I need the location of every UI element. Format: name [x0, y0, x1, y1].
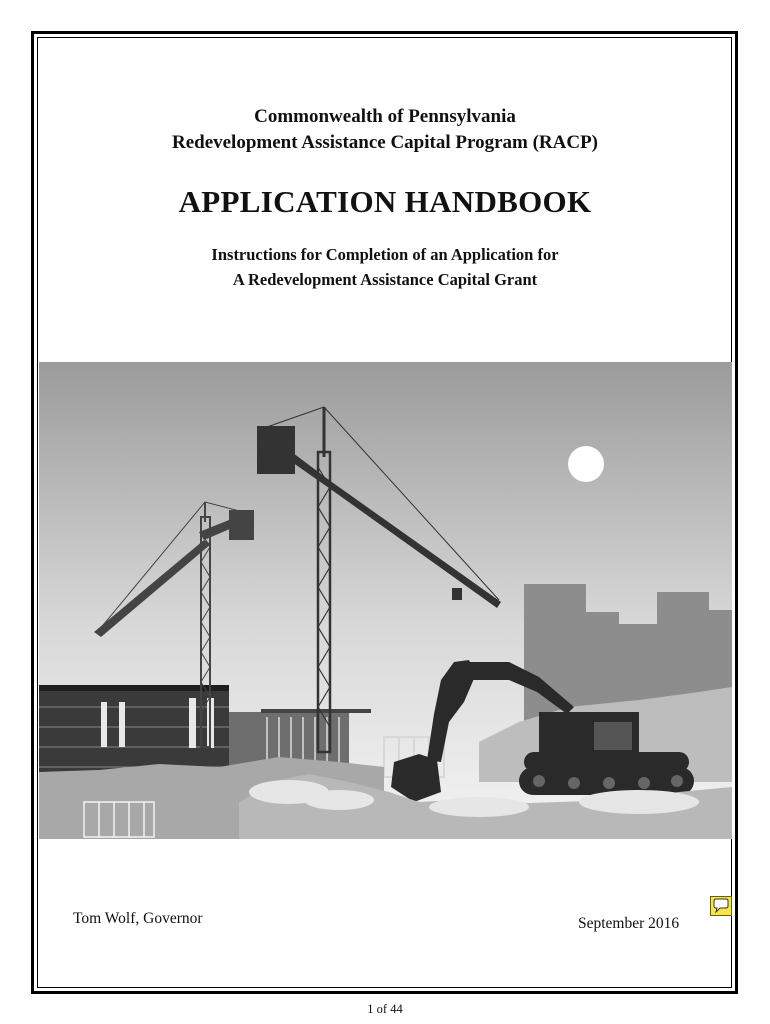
comment-note-icon[interactable]	[710, 896, 732, 916]
sun-shape	[568, 446, 604, 482]
publication-date: September 2016	[578, 915, 680, 932]
subtitle-line-2: A Redevelopment Assistance Capital Grant	[232, 270, 538, 289]
document-title: APPLICATION HANDBOOK	[178, 184, 592, 219]
program-name: Redevelopment Assistance Capital Program (RACP)	[171, 132, 599, 153]
page-number: 1 of 44	[367, 1002, 403, 1016]
organization-name: Commonwealth of Pennsylvania	[254, 106, 516, 127]
cover-illustration	[39, 362, 732, 839]
subtitle-line-1: Instructions for Completion of an Application for	[211, 245, 559, 264]
governor-name: Tom Wolf, Governor	[73, 910, 203, 927]
